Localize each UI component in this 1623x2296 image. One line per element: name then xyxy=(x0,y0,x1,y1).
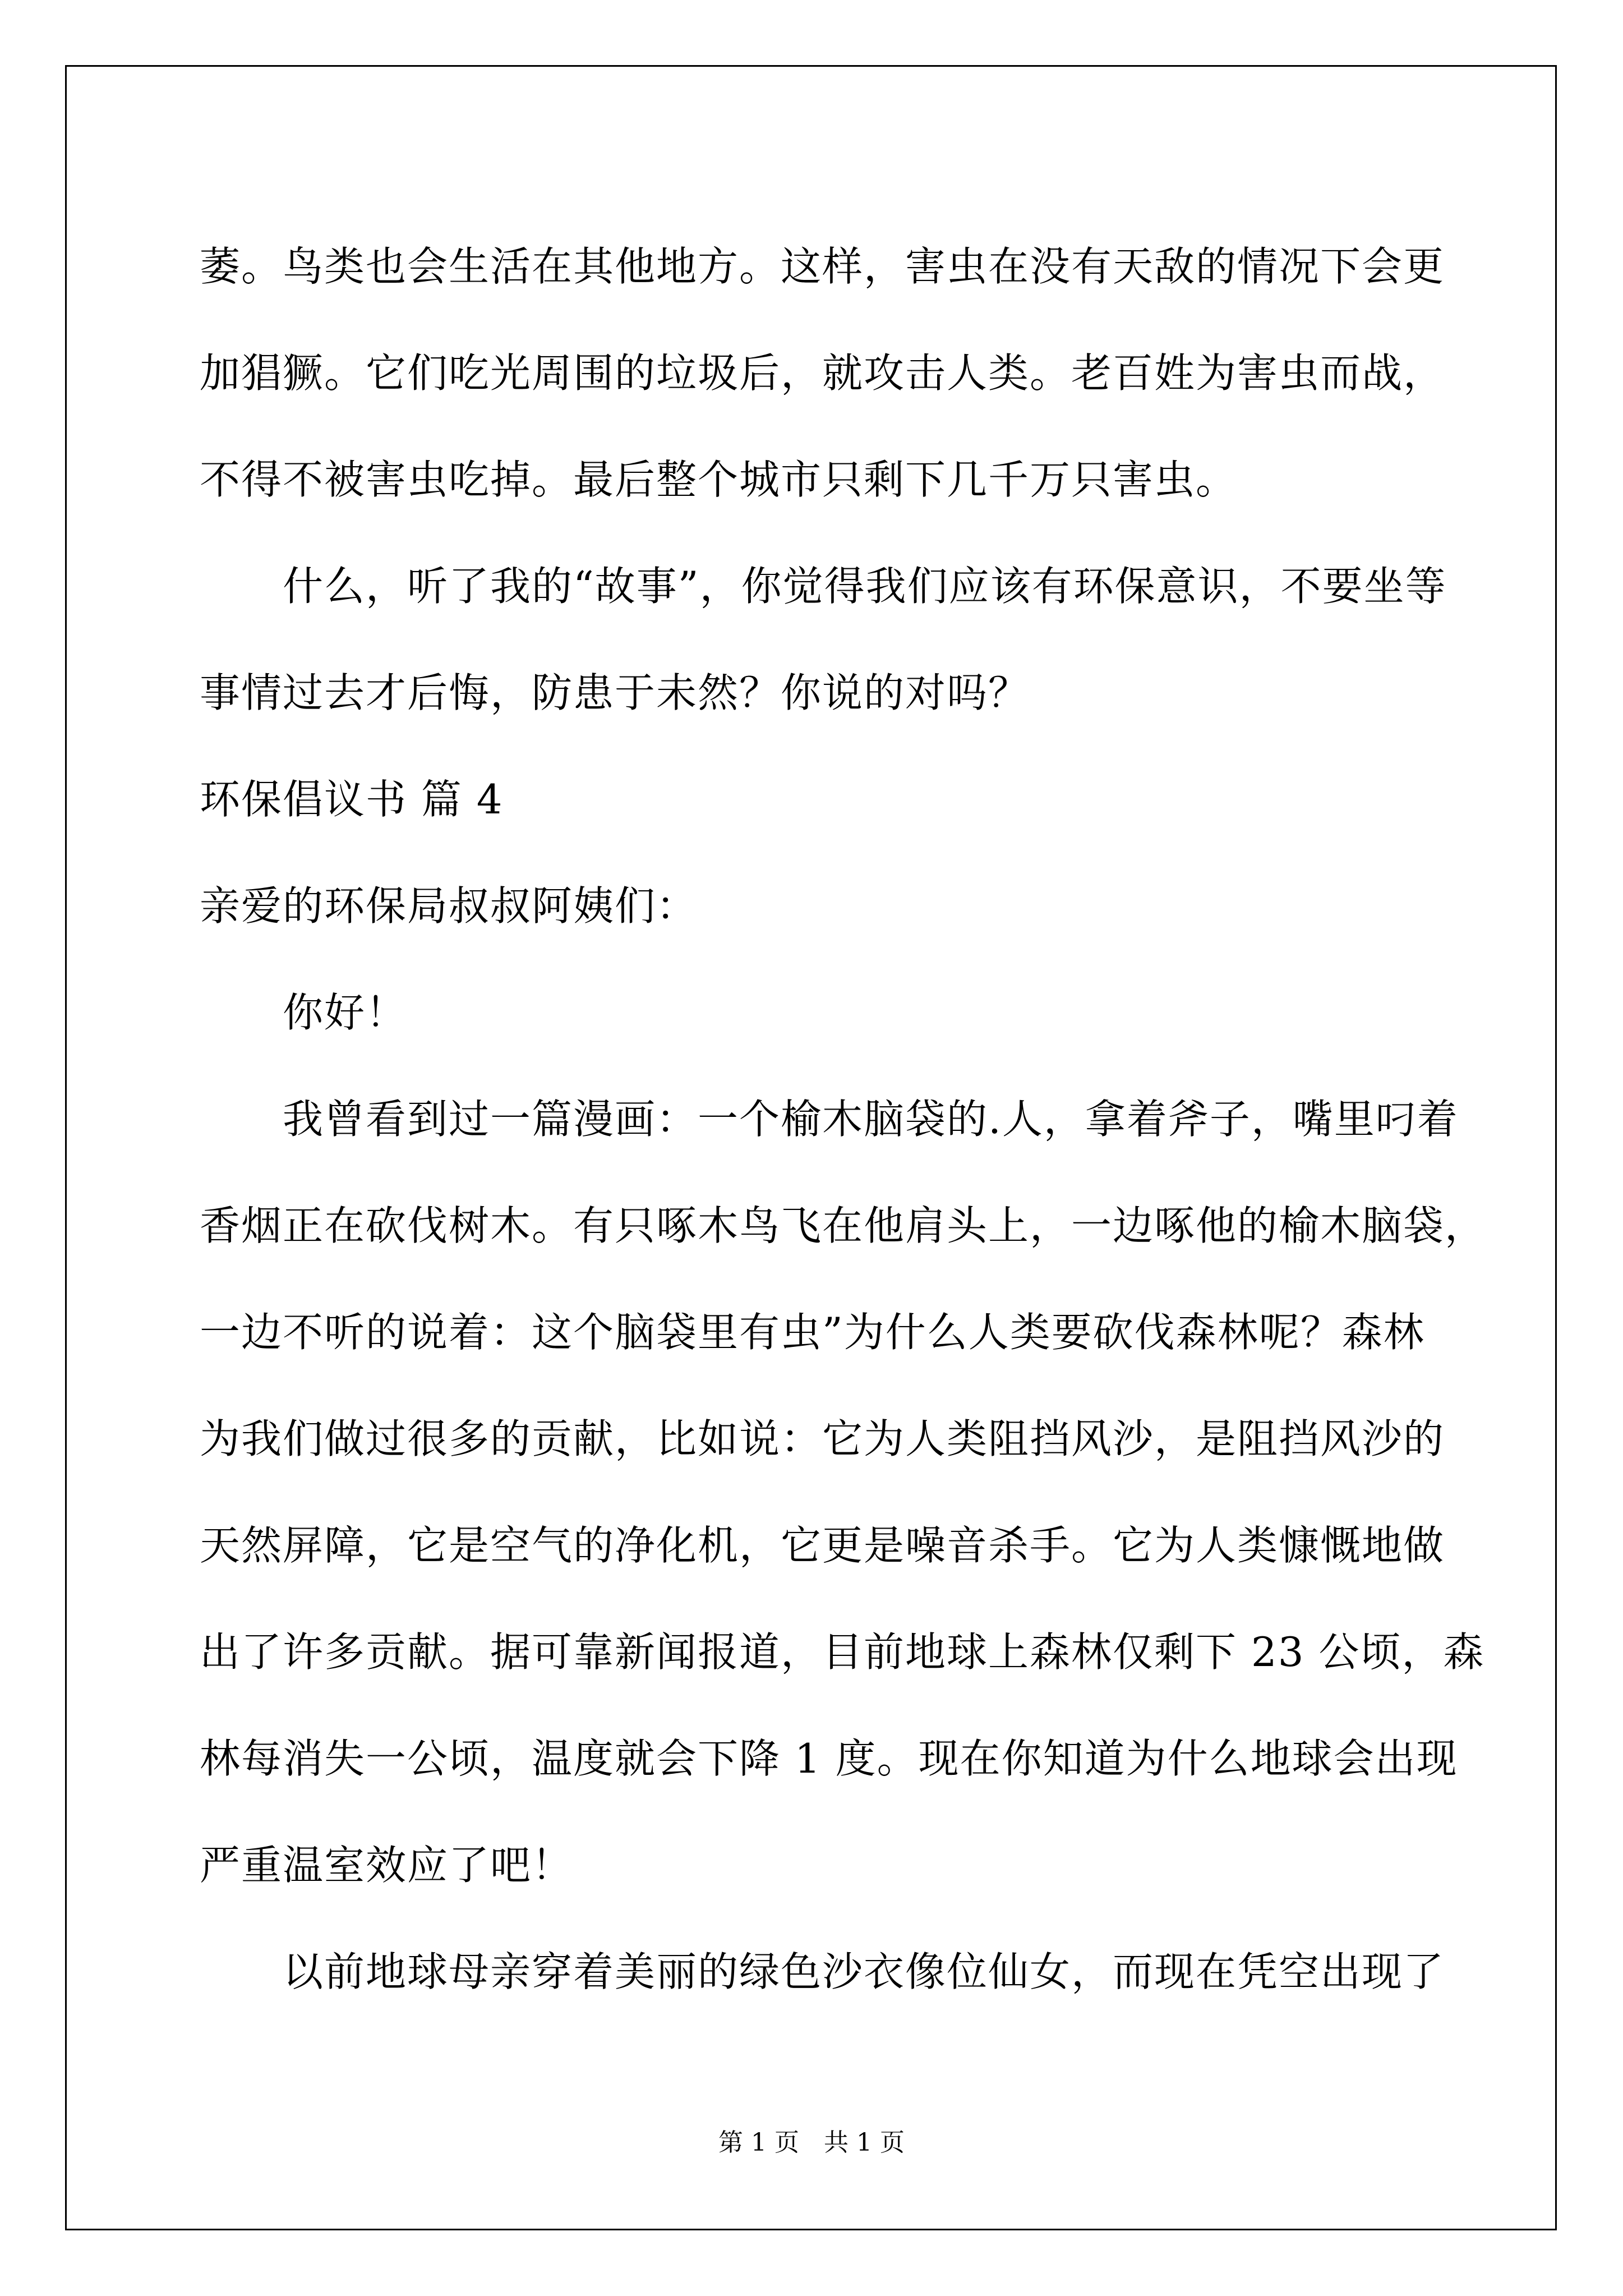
text-line: 不得不被害虫吃掉。最后整个城市只剩下几千万只害虫。 xyxy=(200,456,1238,503)
document-body xyxy=(200,213,1487,2025)
greeting: 你好！ xyxy=(283,989,408,1036)
text-line: 严重温室效应了吧！ xyxy=(200,1842,574,1889)
section-heading: 环保倡议书 篇 4 xyxy=(200,776,504,823)
text-line: 什么，听了我的“故事”，你觉得我们应该有环保意识，不要坐等 xyxy=(283,563,1447,610)
text-line: 天然屏障，它是空气的净化机，它更是噪音杀手。它为人类慷慨地做 xyxy=(200,1522,1445,1569)
text-line: 加猖獗。它们吃光周围的垃圾后，就攻击人类。老百姓为害虫而战， xyxy=(200,349,1445,397)
salutation: 亲爱的环保局叔叔阿姨们： xyxy=(200,882,698,930)
text-line: 香烟正在砍伐树木。有只啄木鸟飞在他肩头上，一边啄他的榆木脑袋， xyxy=(200,1202,1487,1249)
text-line: 一边不听的说着：这个脑袋里有虫”为什么人类要砍伐森林呢？森林 xyxy=(200,1309,1425,1356)
text-line: 为我们做过很多的贡献，比如说：它为人类阻挡风沙，是阻挡风沙的 xyxy=(200,1415,1445,1462)
text-line: 萎。鸟类也会生活在其他地方。这样，害虫在没有天敌的情况下会更 xyxy=(200,243,1445,290)
text-line: 以前地球母亲穿着美丽的绿色沙衣像位仙女，而现在凭空出现了 xyxy=(283,1948,1445,1995)
page-number: 第 1 页 xyxy=(718,2128,799,2157)
page-footer xyxy=(0,2126,1623,2160)
text-line: 出了许多贡献。据可靠新闻报道，目前地球上森林仅剩下 23 公顷，森 xyxy=(200,1628,1485,1676)
text-line: 林每消失一公顷，温度就会下降 1 度。现在你知道为什么地球会出现 xyxy=(200,1735,1458,1782)
text-line: 我曾看到过一篇漫画：一个榆木脑袋的.人，拿着斧子，嘴里叼着 xyxy=(283,1096,1459,1143)
page-total: 共 1 页 xyxy=(824,2128,905,2157)
text-line: 事情过去才后悔，防患于未然？你说的对吗？ xyxy=(200,669,1030,716)
